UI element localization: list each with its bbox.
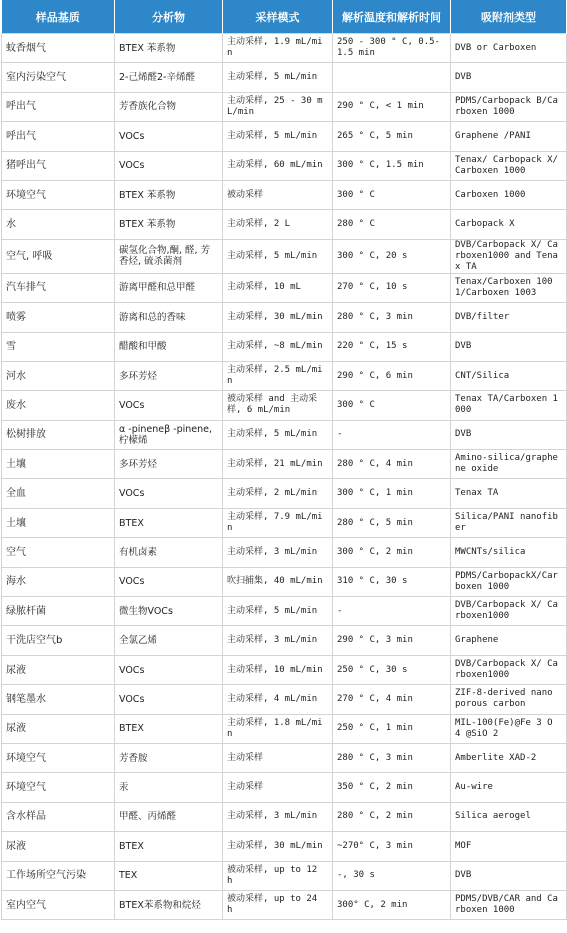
analyte-cell: 芳香胺 xyxy=(115,743,223,772)
desorption-cell: 280 ° C xyxy=(333,210,451,239)
table-row xyxy=(2,151,567,180)
table-row xyxy=(2,890,567,919)
sampling-mode-cell: 主动采样, 10 mL xyxy=(223,273,333,302)
desorption-cell: -, 30 s xyxy=(333,861,451,890)
sample-cell: 空气, 呼吸 xyxy=(2,239,115,273)
sample-cell: 蚊香烟气 xyxy=(2,34,115,63)
sampling-mode-cell: 主动采样, 1.8 mL/min xyxy=(223,714,333,743)
sorbent-cell: DVB/filter xyxy=(451,303,567,332)
analyte-cell: TEX xyxy=(115,861,223,890)
sorbent-cell: Graphene /PANI xyxy=(451,122,567,151)
analyte-cell: 甲醛、丙烯醛 xyxy=(115,802,223,831)
header-sorbent-type: 吸附剂类型 xyxy=(451,0,567,34)
sample-cell: 钢笔墨水 xyxy=(2,685,115,714)
sorbent-cell: Au-wire xyxy=(451,773,567,802)
desorption-cell: 290 ° C, 6 min xyxy=(333,361,451,390)
sample-cell: 环境空气 xyxy=(2,743,115,772)
table-row xyxy=(2,332,567,361)
sorbent-cell: Tenax/ Carbopack X/Carboxen 1000 xyxy=(451,151,567,180)
analyte-cell: 芳香族化合物 xyxy=(115,92,223,121)
sampling-mode-cell: 被动采样 xyxy=(223,180,333,209)
sorbent-cell: Tenax/Carboxen 1001/Carboxen 1003 xyxy=(451,273,567,302)
table-row xyxy=(2,832,567,861)
analyte-cell: VOCs xyxy=(115,655,223,684)
sample-cell: 呼出气 xyxy=(2,122,115,151)
table-row xyxy=(2,361,567,390)
sampling-mode-cell: 主动采样, 1.9 mL/min xyxy=(223,34,333,63)
sample-cell: 废水 xyxy=(2,391,115,420)
desorption-cell: 300 ° C, 2 min xyxy=(333,538,451,567)
sorbent-cell: PDMS/CarbopackX/Carboxen 1000 xyxy=(451,567,567,596)
table-row xyxy=(2,273,567,302)
desorption-cell: - xyxy=(333,420,451,449)
sample-cell: 尿液 xyxy=(2,832,115,861)
desorption-cell: 265 ° C, 5 min xyxy=(333,122,451,151)
table-row xyxy=(2,655,567,684)
sampling-mode-cell: 主动采样, 3 mL/min xyxy=(223,538,333,567)
sampling-mode-cell: 主动采样, 21 mL/min xyxy=(223,450,333,479)
analyte-cell: VOCs xyxy=(115,685,223,714)
sample-cell: 河水 xyxy=(2,361,115,390)
analyte-cell: BTEX xyxy=(115,832,223,861)
sampling-mode-cell: 主动采样, 5 mL/min xyxy=(223,597,333,626)
table-row xyxy=(2,63,567,92)
desorption-cell: 300 ° C xyxy=(333,391,451,420)
desorption-cell: 290 ° C, < 1 min xyxy=(333,92,451,121)
sampling-mode-cell: 主动采样, 5 mL/min xyxy=(223,63,333,92)
table-row xyxy=(2,239,567,273)
sampling-mode-cell: 主动采样, ~8 mL/min xyxy=(223,332,333,361)
sampling-mode-cell: 主动采样, 5 mL/min xyxy=(223,239,333,273)
sorbent-cell: Graphene xyxy=(451,626,567,655)
analyte-cell: α -pineneβ -pinene, 柠檬烯 xyxy=(115,420,223,449)
sorbent-cell: MWCNTs/silica xyxy=(451,538,567,567)
sorbent-cell: Tenax TA xyxy=(451,479,567,508)
sampling-mode-cell: 主动采样 xyxy=(223,743,333,772)
desorption-cell: 300 ° C, 1 min xyxy=(333,479,451,508)
sampling-mode-cell: 吹扫捕集, 40 mL/min xyxy=(223,567,333,596)
sampling-mode-cell: 主动采样, 2 mL/min xyxy=(223,479,333,508)
sampling-mode-cell: 被动采样, up to 24 h xyxy=(223,890,333,919)
table-row xyxy=(2,597,567,626)
sample-cell: 工作场所空气污染 xyxy=(2,861,115,890)
table-row xyxy=(2,685,567,714)
sample-cell: 全血 xyxy=(2,479,115,508)
sorbent-cell: DVB/Carbopack X/ Carboxen1000 xyxy=(451,597,567,626)
sampling-mode-cell: 主动采样 xyxy=(223,773,333,802)
desorption-cell: 250 ° C, 30 s xyxy=(333,655,451,684)
sample-cell: 室内空气 xyxy=(2,890,115,919)
analyte-cell: 2-己烯醛2-辛烯醛 xyxy=(115,63,223,92)
desorption-cell: - xyxy=(333,597,451,626)
analyte-cell: VOCs xyxy=(115,479,223,508)
sample-cell: 土壤 xyxy=(2,450,115,479)
sorbent-cell: Amino-silica/graphene oxide xyxy=(451,450,567,479)
sorbent-cell: Tenax TA/Carboxen 1000 xyxy=(451,391,567,420)
sorbent-cell: MOF xyxy=(451,832,567,861)
table-body xyxy=(2,34,567,920)
desorption-cell: 250 ° C, 1 min xyxy=(333,714,451,743)
sample-cell: 松树排放 xyxy=(2,420,115,449)
analyte-cell: BTEX 苯系物 xyxy=(115,34,223,63)
analyte-cell: VOCs xyxy=(115,391,223,420)
sorbent-cell: PDMS/Carbopack B/Carboxen 1000 xyxy=(451,92,567,121)
desorption-cell: 270 ° C, 4 min xyxy=(333,685,451,714)
analyte-cell: 微生物VOCs xyxy=(115,597,223,626)
sample-cell: 喷雾 xyxy=(2,303,115,332)
sample-cell: 雪 xyxy=(2,332,115,361)
sorbent-cell: Silica aerogel xyxy=(451,802,567,831)
table-row xyxy=(2,479,567,508)
sorbent-cell: DVB or Carboxen xyxy=(451,34,567,63)
analyte-cell: 碳氢化合物,酮, 醛, 芳香烃, 硫杀菌剂 xyxy=(115,239,223,273)
sample-cell: 水 xyxy=(2,210,115,239)
sample-cell: 呼出气 xyxy=(2,92,115,121)
sampling-mode-cell: 主动采样, 2.5 mL/min xyxy=(223,361,333,390)
sampling-mode-cell: 主动采样, 3 mL/min xyxy=(223,626,333,655)
analyte-cell: 醋酸和甲酸 xyxy=(115,332,223,361)
desorption-cell: ~270° C, 3 min xyxy=(333,832,451,861)
desorption-cell: 290 ° C, 3 min xyxy=(333,626,451,655)
sorbent-cell: Amberlite XAD-2 xyxy=(451,743,567,772)
analyte-cell: BTEX xyxy=(115,508,223,537)
analyte-cell: 多环芳烃 xyxy=(115,450,223,479)
sorbent-cell: DVB xyxy=(451,332,567,361)
table-row xyxy=(2,180,567,209)
table-row xyxy=(2,861,567,890)
table-row xyxy=(2,567,567,596)
sample-cell: 尿液 xyxy=(2,655,115,684)
desorption-cell: 280 ° C, 4 min xyxy=(333,450,451,479)
sampling-mode-cell: 主动采样, 3 mL/min xyxy=(223,802,333,831)
sampling-mode-cell: 主动采样, 5 mL/min xyxy=(223,122,333,151)
sample-cell: 猪呼出气 xyxy=(2,151,115,180)
desorption-cell: 300 ° C xyxy=(333,180,451,209)
table-row xyxy=(2,34,567,63)
table-row xyxy=(2,92,567,121)
table-row xyxy=(2,538,567,567)
analyte-cell: BTEX苯系物和烷烃 xyxy=(115,890,223,919)
header-analyte: 分析物 xyxy=(115,0,223,34)
sample-cell: 汽车排气 xyxy=(2,273,115,302)
table-row xyxy=(2,420,567,449)
sorbent-cell: Carbopack X xyxy=(451,210,567,239)
sample-cell: 室内污染空气 xyxy=(2,63,115,92)
sampling-mode-cell: 主动采样, 7.9 mL/min xyxy=(223,508,333,537)
header-sample-matrix: 样品基质 xyxy=(2,0,115,34)
sampling-mode-cell: 主动采样, 2 L xyxy=(223,210,333,239)
desorption-cell: 270 ° C, 10 s xyxy=(333,273,451,302)
desorption-cell: 310 ° C, 30 s xyxy=(333,567,451,596)
sampling-mode-cell: 被动采样, up to 12 h xyxy=(223,861,333,890)
desorption-cell: 220 ° C, 15 s xyxy=(333,332,451,361)
analyte-cell: 全氯乙烯 xyxy=(115,626,223,655)
table-row xyxy=(2,391,567,420)
desorption-cell: 280 ° C, 3 min xyxy=(333,303,451,332)
header-desorption: 解析温度和解析时间 xyxy=(333,0,451,34)
sampling-mode-cell: 主动采样, 4 mL/min xyxy=(223,685,333,714)
table-row xyxy=(2,743,567,772)
header-row xyxy=(2,0,567,34)
sampling-mode-cell: 主动采样, 30 mL/min xyxy=(223,303,333,332)
desorption-cell: 300 ° C, 1.5 min xyxy=(333,151,451,180)
table-row xyxy=(2,802,567,831)
table-row xyxy=(2,122,567,151)
table-row xyxy=(2,210,567,239)
analyte-cell: VOCs xyxy=(115,151,223,180)
sample-cell: 尿液 xyxy=(2,714,115,743)
analyte-cell: 汞 xyxy=(115,773,223,802)
sample-cell: 土壤 xyxy=(2,508,115,537)
sample-cell: 干洗店空气b xyxy=(2,626,115,655)
sampling-mode-cell: 被动采样 and 主动采样, 6 mL/min xyxy=(223,391,333,420)
sorbent-cell: Carboxen 1000 xyxy=(451,180,567,209)
table-row xyxy=(2,626,567,655)
sorbent-cell: DVB/Carbopack X/ Carboxen1000 xyxy=(451,655,567,684)
table-row xyxy=(2,303,567,332)
sampling-mode-cell: 主动采样, 30 mL/min xyxy=(223,832,333,861)
header-sampling-mode: 采样模式 xyxy=(223,0,333,34)
analyte-cell: 游离甲醛和总甲醛 xyxy=(115,273,223,302)
sorbent-cell: Silica/PANI nanofiber xyxy=(451,508,567,537)
desorption-cell: 350 ° C, 2 min xyxy=(333,773,451,802)
analyte-cell: BTEX 苯系物 xyxy=(115,180,223,209)
sampling-mode-cell: 主动采样, 5 mL/min xyxy=(223,420,333,449)
sample-cell: 环境空气 xyxy=(2,180,115,209)
table-row xyxy=(2,508,567,537)
analyte-cell: 游离和总的香味 xyxy=(115,303,223,332)
table-row xyxy=(2,714,567,743)
sampling-mode-cell: 主动采样, 10 mL/min xyxy=(223,655,333,684)
sorbent-cell: DVB xyxy=(451,63,567,92)
analyte-cell: BTEX xyxy=(115,714,223,743)
sampling-mode-cell: 主动采样, 60 mL/min xyxy=(223,151,333,180)
desorption-cell: 280 ° C, 3 min xyxy=(333,743,451,772)
sampling-mode-cell: 主动采样, 25 - 30 mL/min xyxy=(223,92,333,121)
desorption-cell: 280 ° C, 5 min xyxy=(333,508,451,537)
table-row xyxy=(2,450,567,479)
sample-cell: 海水 xyxy=(2,567,115,596)
analyte-cell: VOCs xyxy=(115,567,223,596)
table-row xyxy=(2,773,567,802)
sample-cell: 含水样品 xyxy=(2,802,115,831)
sorbent-cell: DVB/Carbopack X/ Carboxen1000 and Tenax TA xyxy=(451,239,567,273)
analyte-cell: VOCs xyxy=(115,122,223,151)
sample-cell: 环境空气 xyxy=(2,773,115,802)
analyte-cell: BTEX 苯系物 xyxy=(115,210,223,239)
sorbent-cell: CNT/Silica xyxy=(451,361,567,390)
sorbent-cell: DVB xyxy=(451,861,567,890)
sample-cell: 绿脓杆菌 xyxy=(2,597,115,626)
desorption-cell: 300° C, 2 min xyxy=(333,890,451,919)
sorbent-cell: PDMS/DVB/CAR and Carboxen 1000 xyxy=(451,890,567,919)
analyte-cell: 有机卤素 xyxy=(115,538,223,567)
sample-cell: 空气 xyxy=(2,538,115,567)
desorption-cell xyxy=(333,63,451,92)
sorbent-cell: DVB xyxy=(451,420,567,449)
desorption-cell: 250 - 300 ° C, 0.5-1.5 min xyxy=(333,34,451,63)
desorption-cell: 280 ° C, 2 min xyxy=(333,802,451,831)
analyte-cell: 多环芳烃 xyxy=(115,361,223,390)
desorption-cell: 300 ° C, 20 s xyxy=(333,239,451,273)
sorbent-table xyxy=(1,0,567,920)
sorbent-cell: MIL-100(Fe)@Fe 3 O 4 @SiO 2 xyxy=(451,714,567,743)
sorbent-cell: ZIF-8-derived nano porous carbon xyxy=(451,685,567,714)
